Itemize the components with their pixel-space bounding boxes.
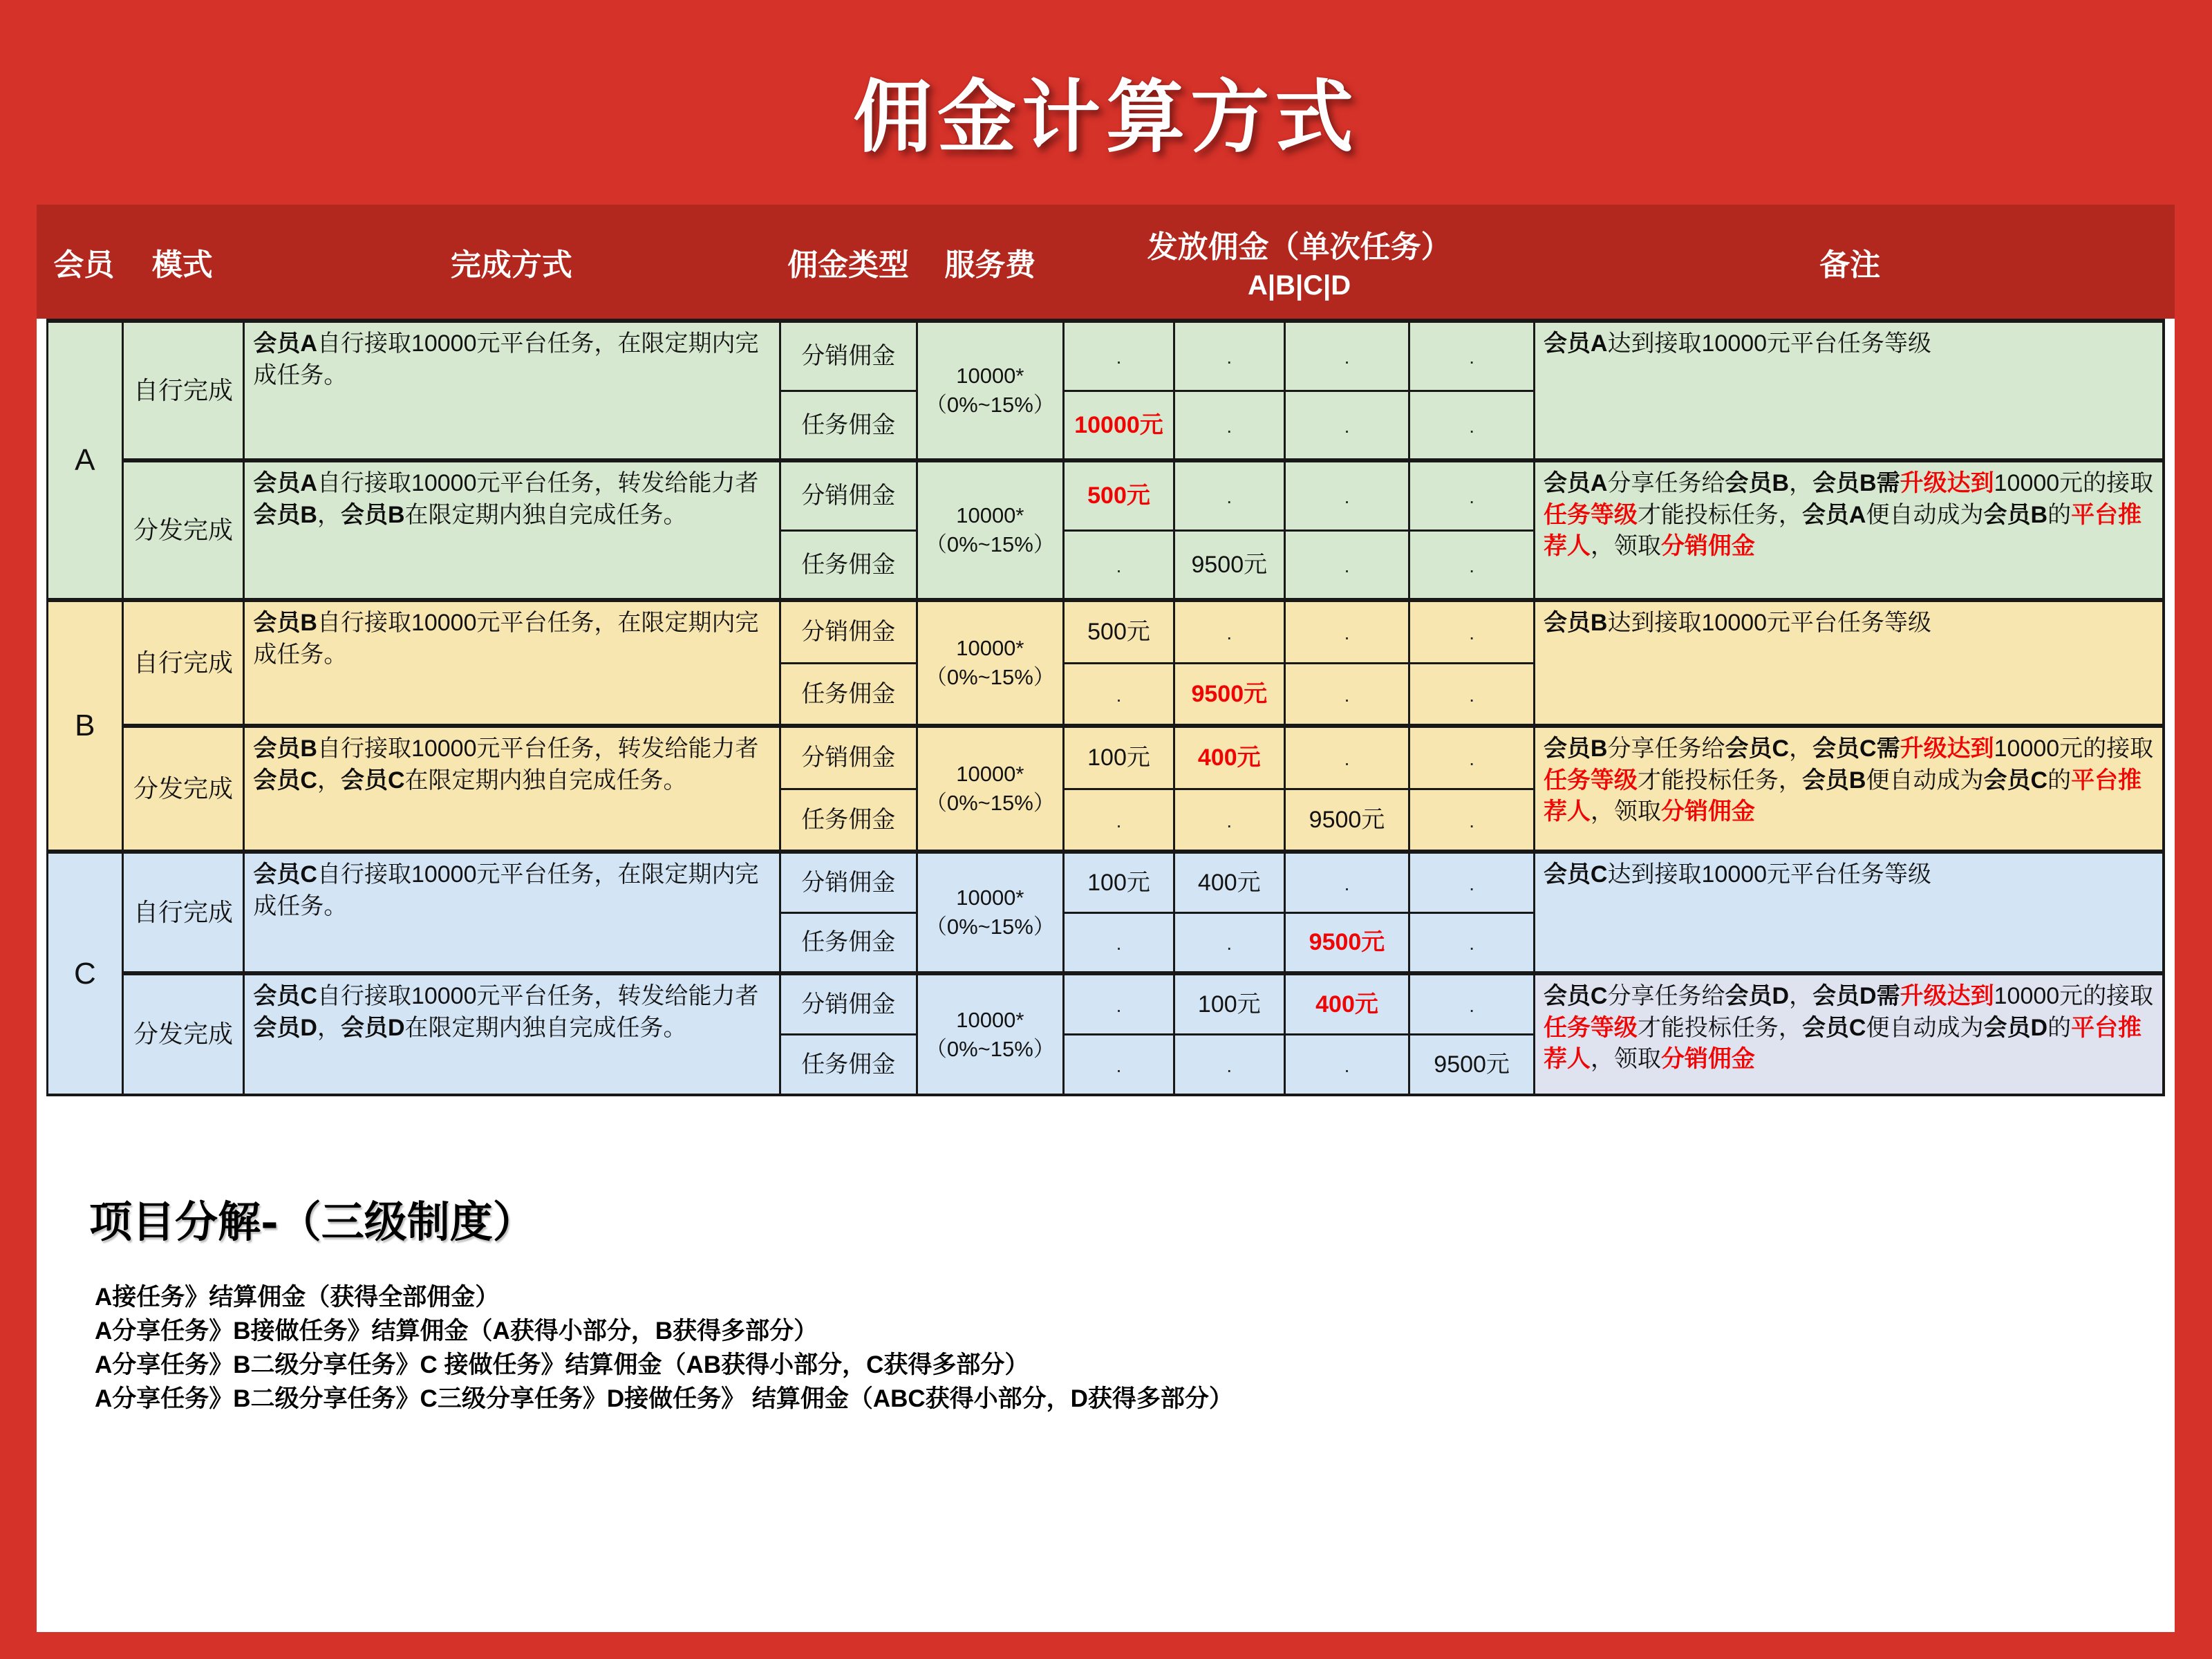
mode-cell: 自行完成 — [122, 600, 244, 726]
breakdown-line: A接任务》结算佣金（获得全部佣金） — [95, 1284, 500, 1311]
text-segment: 在限定期内独自完成任务。 — [404, 767, 687, 794]
commission-type-cell: 分销佣金 — [780, 726, 917, 789]
payout-b-cell — [1174, 600, 1284, 663]
text-segment: 会员B — [1801, 767, 1866, 794]
completion-cell — [244, 460, 780, 600]
text-segment: . — [1469, 486, 1475, 508]
mode-cell: 自行完成 — [122, 852, 244, 973]
completion-cell — [244, 852, 780, 973]
table-row — [48, 726, 2164, 789]
service-fee-line2: （0%~15%） — [925, 1036, 1055, 1061]
completion-cell — [244, 726, 780, 852]
breakdown-line: A分享任务》B二级分享任务》C三级分享任务》D接做任务》 结算佣金（ABC获得小部分，D获得多部分） — [95, 1385, 1233, 1412]
payout-d-cell — [1409, 726, 1535, 789]
text-segment: 10000元的接取 — [1994, 983, 2154, 1009]
text-segment: 平台推荐人 — [1543, 767, 2142, 825]
text-segment: ， — [1789, 470, 1813, 496]
service-fee-line2: （0%~15%） — [925, 532, 1055, 556]
text-segment: . — [1469, 554, 1475, 577]
payout-a-cell — [1064, 789, 1174, 852]
remark-cell — [1534, 460, 2164, 600]
text-segment: 升级达到 — [1900, 983, 1994, 1009]
text-segment: ， — [1789, 735, 1813, 762]
payout-b-cell — [1174, 852, 1284, 912]
text-segment: 便自动成为 — [1866, 767, 1984, 794]
payout-a-cell — [1064, 1034, 1174, 1095]
completion-cell — [244, 600, 780, 726]
service-fee-line1: 10000* — [956, 885, 1024, 910]
text-segment: 才能投标任务， — [1637, 767, 1802, 794]
text-segment: 会员B — [253, 610, 317, 636]
table-row — [48, 460, 2164, 530]
text-segment: . — [1116, 554, 1122, 577]
service-fee-cell — [917, 726, 1063, 852]
text-segment: 达到接取10000元平台任务等级 — [1607, 861, 1932, 888]
text-segment: 会员D — [1725, 983, 1790, 1009]
payout-d-cell — [1409, 912, 1535, 973]
payout-b-cell — [1174, 789, 1284, 852]
service-fee-line1: 10000* — [956, 762, 1024, 787]
commission-type-cell: 分销佣金 — [780, 321, 917, 391]
text-segment: 在限定期内独自完成任务。 — [404, 501, 687, 528]
service-fee-cell — [917, 460, 1063, 600]
text-segment: 会员C — [253, 861, 317, 888]
text-segment: 9500元 — [1191, 551, 1268, 578]
payout-c-cell — [1284, 1034, 1409, 1095]
remark-cell — [1534, 852, 2164, 973]
text-segment: 会员C — [1983, 767, 2048, 794]
table-header — [37, 205, 2175, 319]
text-segment: 的 — [2047, 1014, 2072, 1041]
text-segment: . — [1116, 932, 1122, 955]
text-segment: ，领取 — [1590, 533, 1661, 560]
payout-a-cell — [1064, 600, 1174, 663]
text-segment: . — [1344, 554, 1350, 577]
commission-type-cell: 任务佣金 — [780, 391, 917, 460]
mode-cell: 分发完成 — [122, 726, 244, 852]
text-segment: . — [1344, 1054, 1350, 1076]
text-segment: 任务等级 — [1543, 767, 1638, 794]
text-segment: 会员D — [340, 1014, 405, 1041]
text-segment: . — [1344, 748, 1350, 770]
page-title: 佣金计算方式 — [852, 71, 1359, 163]
commission-type-cell: 任务佣金 — [780, 912, 917, 973]
payout-b-cell — [1174, 1034, 1284, 1095]
commission-type-cell: 任务佣金 — [780, 663, 917, 726]
text-segment: 9500元 — [1309, 929, 1385, 956]
payout-a-cell — [1064, 973, 1174, 1034]
text-segment: 的 — [2047, 767, 2072, 794]
text-segment: 任务等级 — [1543, 501, 1638, 528]
header-commission-type: 佣金类型 — [787, 247, 910, 282]
text-segment: 会员C — [340, 767, 405, 794]
text-segment: . — [1469, 622, 1475, 644]
service-fee-line2: （0%~15%） — [925, 665, 1055, 689]
service-fee-line2: （0%~15%） — [925, 915, 1055, 939]
text-segment: ， — [1789, 983, 1813, 1009]
payout-c-cell — [1284, 391, 1409, 460]
service-fee-line1: 10000* — [956, 364, 1024, 388]
payout-d-cell — [1409, 321, 1535, 391]
text-segment: 分享任务给 — [1607, 735, 1725, 762]
text-segment: 100元 — [1087, 744, 1150, 771]
text-segment: 的 — [2047, 501, 2072, 528]
payout-a-cell — [1064, 726, 1174, 789]
payout-b-cell — [1174, 912, 1284, 973]
text-segment: 10000元的接取 — [1994, 735, 2154, 762]
content-panel — [37, 205, 2175, 1632]
text-segment: 自行接取10000元平台任务，在限定期内完成任务。 — [253, 330, 759, 388]
text-segment: 升级达到 — [1900, 735, 1994, 762]
header-mode: 模式 — [151, 247, 213, 282]
table-row — [48, 321, 2164, 391]
text-segment: . — [1226, 809, 1232, 832]
text-segment: 分享任务给 — [1607, 983, 1725, 1009]
mode-cell: 自行完成 — [122, 321, 244, 460]
text-segment: . — [1226, 346, 1232, 368]
text-segment: 自行接取10000元平台任务，转发给能力者 — [317, 470, 759, 496]
text-segment: . — [1469, 346, 1475, 368]
payout-b-cell — [1174, 663, 1284, 726]
text-segment: 在限定期内独自完成任务。 — [404, 1014, 687, 1041]
text-segment: . — [1469, 932, 1475, 955]
text-segment: . — [1344, 346, 1350, 368]
commission-type-cell: 任务佣金 — [780, 1034, 917, 1095]
text-segment: ，领取 — [1590, 798, 1661, 825]
text-segment: . — [1344, 872, 1350, 894]
text-segment: 平台推荐人 — [1543, 1014, 2142, 1073]
text-segment: 会员B — [253, 501, 317, 528]
text-segment: 会员A — [1801, 501, 1866, 528]
text-segment: 会员B — [1983, 501, 2048, 528]
text-segment: 会员B — [1543, 735, 1608, 762]
text-segment: 500元 — [1087, 482, 1150, 509]
text-segment: 100元 — [1087, 869, 1150, 896]
commission-type-cell: 任务佣金 — [780, 530, 917, 600]
payout-a-cell — [1064, 912, 1174, 973]
text-segment: 会员C — [1725, 735, 1790, 762]
text-segment: . — [1469, 415, 1475, 437]
payout-b-cell — [1174, 391, 1284, 460]
service-fee-line1: 10000* — [956, 636, 1024, 661]
text-segment: 会员C — [1543, 861, 1608, 888]
service-fee-line1: 10000* — [956, 1007, 1024, 1032]
text-segment: 10000元 — [1074, 411, 1163, 438]
header-payout-title: 发放佣金（单次任务） — [1147, 230, 1452, 264]
payout-d-cell — [1409, 852, 1535, 912]
text-segment: 平台推荐人 — [1543, 501, 2142, 560]
text-segment: 10000元的接取 — [1994, 470, 2154, 496]
commission-type-cell: 分销佣金 — [780, 852, 917, 912]
text-segment: 分销佣金 — [1660, 798, 1755, 825]
text-segment: 分销佣金 — [1660, 533, 1755, 560]
text-segment: . — [1116, 809, 1122, 832]
member-cell: B — [48, 600, 123, 852]
service-fee-cell — [917, 321, 1063, 460]
text-segment: 会员D — [1983, 1014, 2048, 1041]
remark-cell — [1534, 726, 2164, 852]
text-segment: 达到接取10000元平台任务等级 — [1607, 330, 1932, 357]
text-segment: 会员A — [1543, 330, 1608, 357]
text-segment: 100元 — [1197, 991, 1261, 1018]
text-segment: 会员D需 — [1812, 983, 1900, 1009]
header-method: 完成方式 — [450, 247, 572, 282]
payout-d-cell — [1409, 789, 1535, 852]
payout-c-cell — [1284, 321, 1409, 391]
text-segment: 会员B — [1543, 610, 1608, 636]
table-row — [48, 973, 2164, 1034]
text-segment: . — [1116, 346, 1122, 368]
text-segment: 9500元 — [1434, 1051, 1510, 1078]
text-segment: ，领取 — [1590, 1046, 1661, 1073]
payout-d-cell — [1409, 530, 1535, 600]
payout-c-cell — [1284, 973, 1409, 1034]
text-segment: . — [1344, 415, 1350, 437]
text-segment: ， — [317, 501, 341, 528]
text-segment: 任务等级 — [1543, 1014, 1638, 1041]
text-segment: . — [1344, 684, 1350, 706]
text-segment: 会员C — [253, 983, 317, 1009]
mode-cell: 分发完成 — [122, 460, 244, 600]
text-segment: 便自动成为 — [1866, 501, 1984, 528]
header-member: 会员 — [53, 247, 115, 282]
text-segment: 达到接取10000元平台任务等级 — [1607, 610, 1932, 636]
payout-a-cell — [1064, 321, 1174, 391]
text-segment: 400元 — [1197, 869, 1261, 896]
text-segment: 分享任务给 — [1607, 470, 1725, 496]
member-cell: C — [48, 852, 123, 1095]
text-segment: . — [1226, 1054, 1232, 1076]
payout-c-cell — [1284, 912, 1409, 973]
payout-b-cell — [1174, 321, 1284, 391]
text-segment: 400元 — [1197, 744, 1261, 771]
text-segment: 9500元 — [1309, 806, 1385, 833]
text-segment: . — [1226, 622, 1232, 644]
text-segment: 会员B — [1725, 470, 1790, 496]
payout-c-cell — [1284, 600, 1409, 663]
payout-c-cell — [1284, 852, 1409, 912]
text-segment: . — [1116, 994, 1122, 1016]
service-fee-cell — [917, 600, 1063, 726]
text-segment: . — [1226, 932, 1232, 955]
text-segment: . — [1344, 622, 1350, 644]
text-segment: . — [1226, 486, 1232, 508]
commission-type-cell: 分销佣金 — [780, 973, 917, 1034]
text-segment: 会员A — [253, 470, 317, 496]
text-segment: 会员C — [1543, 983, 1608, 1009]
payout-a-cell — [1064, 460, 1174, 530]
header-payout-columns: A|B|C|D — [1248, 270, 1351, 301]
remark-cell — [1534, 321, 2164, 460]
remark-cell — [1534, 973, 2164, 1095]
header-remark: 备注 — [1819, 247, 1881, 282]
text-segment: 分销佣金 — [1660, 1046, 1755, 1073]
commission-table — [46, 319, 2165, 1096]
payout-a-cell — [1064, 391, 1174, 460]
footer-breakdown — [95, 1280, 1233, 1416]
breakdown-line: A分享任务》B二级分享任务》C 接做任务》结算佣金（AB获得小部分，C获得多部分） — [95, 1351, 1029, 1378]
commission-type-cell: 任务佣金 — [780, 789, 917, 852]
text-segment: . — [1469, 809, 1475, 832]
text-segment: 400元 — [1315, 991, 1378, 1018]
payout-c-cell — [1284, 789, 1409, 852]
text-segment: . — [1344, 486, 1350, 508]
payout-c-cell — [1284, 726, 1409, 789]
payout-c-cell — [1284, 663, 1409, 726]
payout-d-cell — [1409, 1034, 1535, 1095]
commission-table-wrap — [46, 319, 2165, 1096]
member-cell: A — [48, 321, 123, 600]
text-segment: . — [1116, 1054, 1122, 1076]
payout-d-cell — [1409, 391, 1535, 460]
text-segment: 会员B — [253, 735, 317, 762]
text-segment: 会员B — [340, 501, 405, 528]
text-segment: 会员A — [1543, 470, 1608, 496]
payout-a-cell — [1064, 852, 1174, 912]
commission-type-cell: 分销佣金 — [780, 600, 917, 663]
completion-cell — [244, 321, 780, 460]
text-segment: 升级达到 — [1900, 470, 1994, 496]
payout-d-cell — [1409, 663, 1535, 726]
text-segment: . — [1469, 748, 1475, 770]
text-segment: 自行接取10000元平台任务，转发给能力者 — [317, 983, 759, 1009]
service-fee-line1: 10000* — [956, 503, 1024, 528]
text-segment: 自行接取10000元平台任务，转发给能力者 — [317, 735, 759, 762]
payout-b-cell — [1174, 973, 1284, 1034]
text-segment: 会员B需 — [1812, 470, 1900, 496]
text-segment: 便自动成为 — [1866, 1014, 1984, 1041]
text-segment: 会员A — [253, 330, 317, 357]
text-segment: ， — [317, 1014, 341, 1041]
text-segment: 会员D — [253, 1014, 317, 1041]
service-fee-cell — [917, 852, 1063, 973]
header-payout — [1064, 222, 1535, 301]
text-segment: . — [1116, 684, 1122, 706]
payout-b-cell — [1174, 460, 1284, 530]
service-fee-line2: （0%~15%） — [925, 791, 1055, 815]
payout-b-cell — [1174, 726, 1284, 789]
payout-a-cell — [1064, 663, 1174, 726]
text-segment: 500元 — [1087, 619, 1150, 646]
text-segment: 才能投标任务， — [1637, 501, 1802, 528]
text-segment: . — [1226, 415, 1232, 437]
payout-c-cell — [1284, 460, 1409, 530]
text-segment: . — [1469, 872, 1475, 894]
breakdown-line: A分享任务》B接做任务》结算佣金（A获得小部分，B获得多部分） — [95, 1318, 818, 1344]
payout-c-cell — [1284, 530, 1409, 600]
text-segment: 自行接取10000元平台任务，在限定期内完成任务。 — [253, 610, 759, 668]
text-segment: 会员C需 — [1812, 735, 1900, 762]
text-segment: 9500元 — [1191, 680, 1268, 707]
payout-a-cell — [1064, 530, 1174, 600]
table-row — [48, 600, 2164, 663]
payout-d-cell — [1409, 460, 1535, 530]
payout-d-cell — [1409, 973, 1535, 1034]
table-row — [48, 852, 2164, 912]
mode-cell: 分发完成 — [122, 973, 244, 1095]
remark-cell — [1534, 600, 2164, 726]
footer-heading: 项目分解-（三级制度） — [89, 1197, 536, 1247]
text-segment: 才能投标任务， — [1637, 1014, 1802, 1041]
completion-cell — [244, 973, 780, 1095]
text-segment: 会员C — [1801, 1014, 1866, 1041]
payout-d-cell — [1409, 600, 1535, 663]
text-segment: . — [1469, 994, 1475, 1016]
text-segment: 自行接取10000元平台任务，在限定期内完成任务。 — [253, 861, 759, 919]
text-segment: . — [1469, 684, 1475, 706]
payout-b-cell — [1174, 530, 1284, 600]
service-fee-line2: （0%~15%） — [925, 393, 1055, 417]
header-service-fee: 服务费 — [944, 247, 1036, 282]
commission-type-cell: 分销佣金 — [780, 460, 917, 530]
text-segment: ， — [317, 767, 341, 794]
text-segment: 会员C — [253, 767, 317, 794]
service-fee-cell — [917, 973, 1063, 1095]
